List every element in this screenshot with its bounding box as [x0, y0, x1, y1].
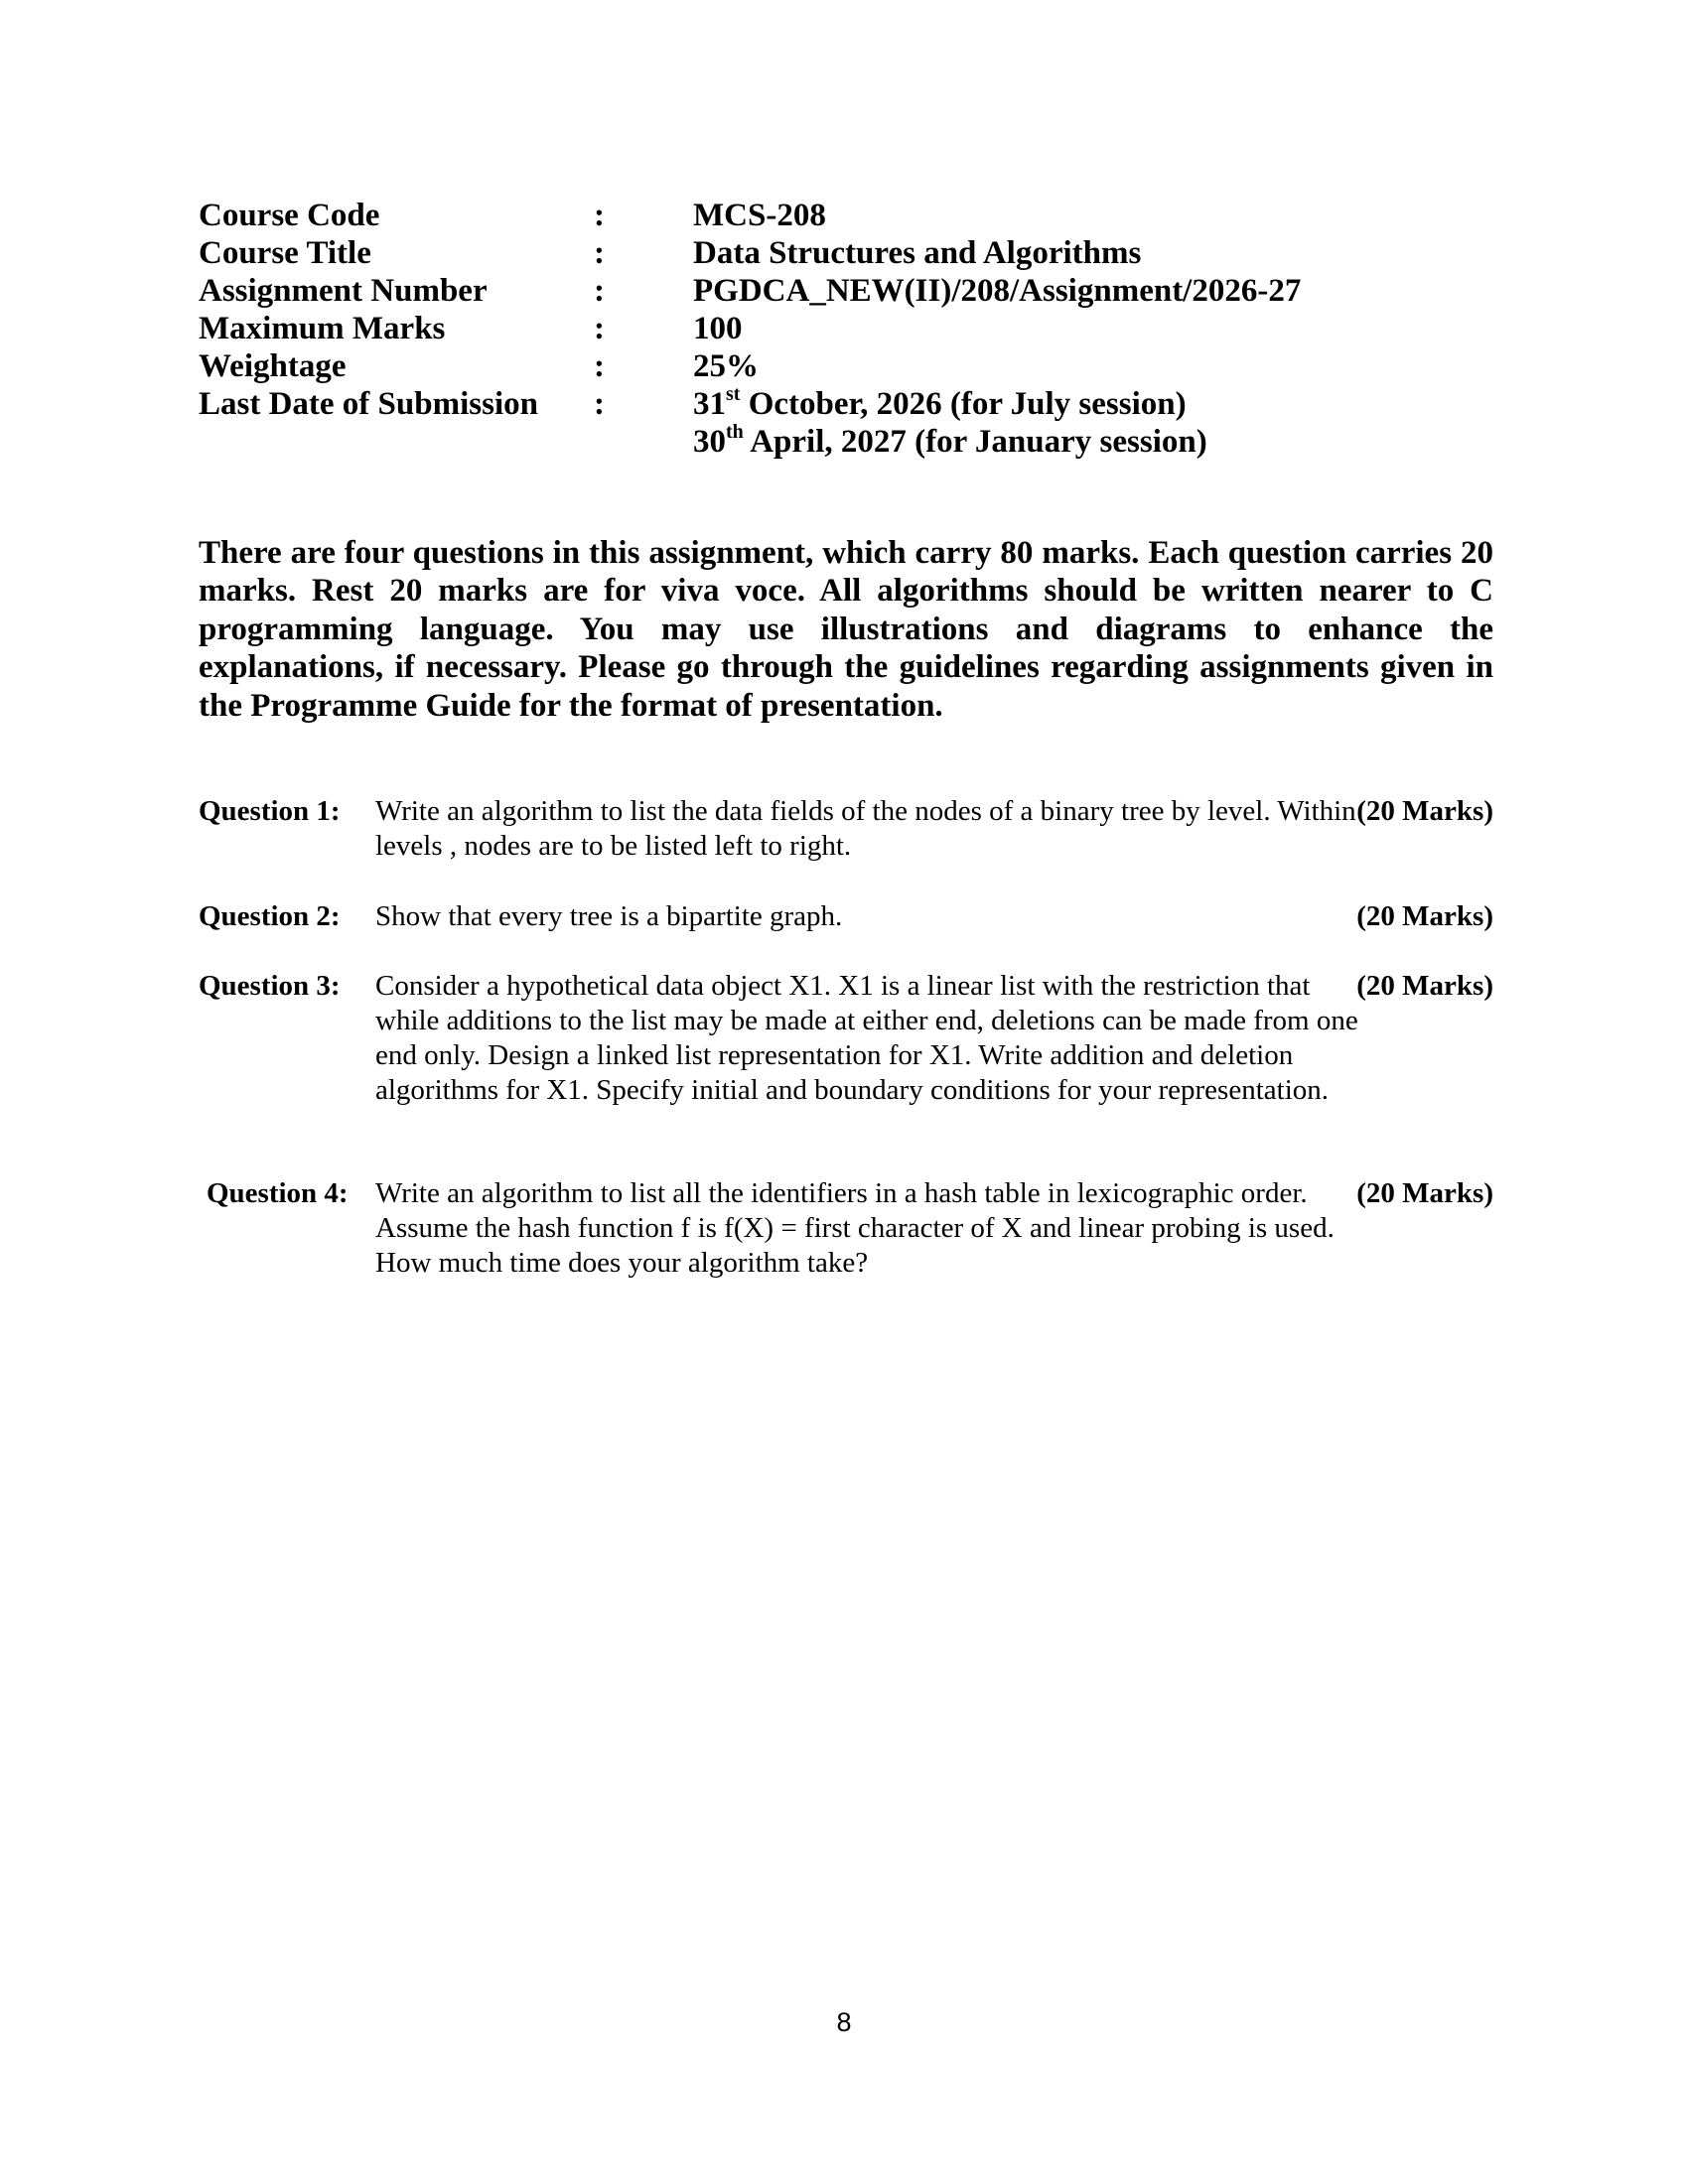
info-colon: : — [594, 273, 605, 309]
question-marks: (20 Marks) — [1356, 795, 1493, 827]
info-value: Data Structures and Algorithms — [693, 235, 1142, 271]
info-colon: : — [594, 386, 605, 422]
question-label: Question 3: — [199, 970, 341, 1002]
info-value: PGDCA_NEW(II)/208/Assignment/2026-27 — [693, 273, 1302, 309]
question-text: Consider a hypothetical data object X1. X1 is a linear list with the restriction that while additions to the list may be made at either end, deletions can be made from one end only. Design a linked list representation for X1. Write addition and deletion algorithms for X1. Specify initial and boundary conditions for your representation. — [375, 970, 1358, 1106]
info-value: MCS-208 — [693, 198, 826, 233]
info-colon: : — [594, 348, 605, 384]
question-label: Question 2: — [199, 900, 341, 932]
info-row-weightage — [199, 347, 1390, 385]
info-colon: : — [594, 235, 605, 271]
date-rest: April, 2027 (for January session) — [743, 424, 1207, 460]
page-number: 8 — [836, 2007, 852, 2037]
info-label: Assignment Number — [199, 273, 488, 309]
question-text: Write an algorithm to list the data fields of the nodes of a binary tree by level. Within levels , nodes are to be listed left to right. — [375, 795, 1356, 862]
info-label: Course Title — [199, 235, 371, 271]
info-colon: : — [594, 311, 605, 346]
info-row-course-code — [199, 197, 1390, 234]
info-row-last-date — [199, 385, 1390, 423]
date-rest: October, 2026 (for July session) — [740, 386, 1187, 422]
info-value: 100 — [693, 311, 743, 346]
question-label: Question 1: — [199, 795, 341, 827]
date-day: 30 — [693, 424, 726, 460]
question-marks: (20 Marks) — [1356, 970, 1493, 1002]
info-label: Weightage — [199, 348, 347, 384]
last-date-july — [693, 385, 1390, 423]
question-text: Show that every tree is a bipartite graph. — [375, 900, 843, 932]
info-row-maximum-marks — [199, 310, 1390, 347]
date-ordinal: th — [726, 421, 744, 443]
question-label: Question 4: — [207, 1177, 349, 1209]
instructions-paragraph: There are four questions in this assignment, which carry 80 marks. Each question carries 20 marks. Rest 20 marks are for viva voce. All algorithms should be written nearer to C programming language. You may use illustrations and diagrams to enhance the explanations, if necessary. Please go through the guidelines regarding assignments given in the Programme Guide for the format of presentation. — [199, 535, 1493, 724]
info-row-course-title — [199, 234, 1390, 272]
info-label: Course Code — [199, 198, 380, 233]
info-row-assignment-number — [199, 272, 1390, 310]
question-marks: (20 Marks) — [1356, 1177, 1493, 1209]
date-ordinal: st — [726, 383, 741, 405]
info-label: Last Date of Submission — [199, 386, 538, 422]
question-text: Write an algorithm to list all the identifiers in a hash table in lexicographic order. Assume the hash function f is f(X) = first character of X and linear probing is used. How much time does your algorithm take? — [375, 1177, 1335, 1279]
question-marks: (20 Marks) — [1356, 900, 1493, 932]
date-day: 31 — [693, 386, 726, 422]
last-date-january — [693, 423, 1390, 461]
assignment-info-table — [199, 197, 1390, 461]
info-row-last-date-january — [199, 423, 1390, 461]
info-label: Maximum Marks — [199, 311, 446, 346]
info-value: 25% — [693, 348, 759, 384]
info-colon: : — [594, 198, 605, 233]
